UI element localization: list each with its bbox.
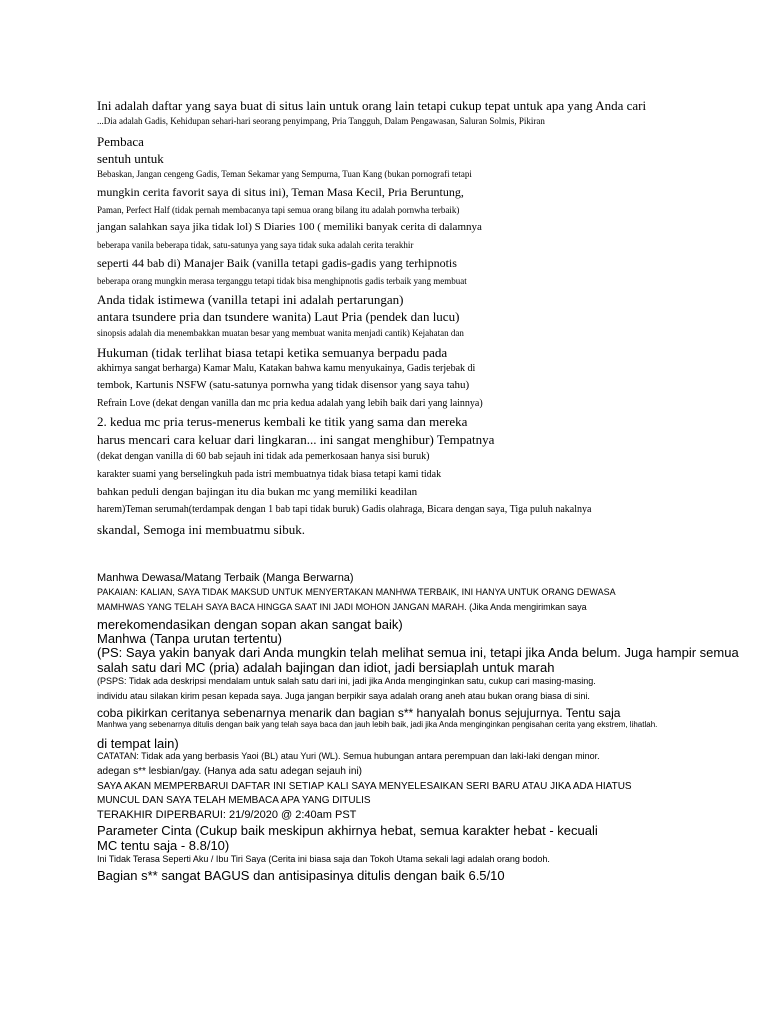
text-line: PAKAIAN: KALIAN, SAYA TIDAK MAKSUD UNTUK MENYERTAKAN MANHWA TERBAIK, INI HANYA UNTUK ORANG DEWASA [97, 587, 616, 597]
text-line: MAMHWAS YANG TELAH SAYA BACA HINGGA SAAT INI JADI MOHON JANGAN MARAH. (Jika Anda mengirimkan saya [97, 602, 587, 612]
text-line: skandal, Semoga ini membuatmu sibuk. [97, 522, 305, 537]
text-line: SAYA AKAN MEMPERBARUI DAFTAR INI SETIAP KALI SAYA MENYELESAIKAN SERI BARU ATAU JIKA ADA HIATUS [97, 781, 632, 792]
text-line: jangan salahkan saya jika tidak lol) S Diaries 100 ( memiliki banyak cerita di dalamnya [97, 221, 482, 233]
text-line: Refrain Love (dekat dengan vanilla dan mc pria kedua adalah yang lebih baik dari yang lainnya) [97, 398, 483, 409]
text-line: salah satu dari MC (pria) adalah bajingan dan idiot, jadi bersiaplah untuk marah [97, 660, 555, 675]
text-line: (dekat dengan vanilla di 60 bab sejauh ini tidak ada pemerkosaan hanya sisi buruk) [97, 451, 430, 462]
text-line: seperti 44 bab di) Manajer Baik (vanilla tetapi gadis-gadis yang terhipnotis [97, 256, 457, 270]
text-line: MUNCUL DAN SAYA TELAH MEMBACA APA YANG DITULIS [97, 795, 371, 806]
text-line: Manhwa (Tanpa urutan tertentu) [97, 631, 282, 646]
text-line: merekomendasikan dengan sopan akan sangat baik) [97, 617, 403, 632]
text-line: sinopsis adalah dia menembakkan muatan besar yang membuat wanita menjadi cantik) Kejahatan dan [97, 328, 464, 338]
text-line: adegan s** lesbian/gay. (Hanya ada satu adegan sejauh ini) [97, 766, 362, 777]
section-heading: Manhwa Dewasa/Matang Terbaik (Manga Berwarna) [97, 572, 354, 584]
text-line: mungkin cerita favorit saya di situs ini), Teman Masa Kecil, Pria Beruntung, [97, 185, 464, 199]
text-line: Pembaca [97, 134, 144, 149]
text-line: coba pikirkan ceritanya sebenarnya menarik dan bagian s** hanyalah bonus sejujurnya. Tentu saja [97, 706, 621, 720]
text-line: MC tentu saja - 8.8/10) [97, 838, 230, 853]
text-line: Manhwa yang sebenarnya ditulis dengan baik yang telah saya baca dan jauh lebih baik, jadi jika Anda menginginkan pengisahan cerita yang ekstrem, lihatlah. [97, 720, 658, 729]
text-line: di tempat lain) [97, 736, 179, 751]
text-line: (PSPS: Tidak ada deskripsi mendalam untuk salah satu dari ini, jadi jika Anda menginginkan satu, cukup cari masing-masing. [97, 676, 596, 686]
text-line: Hukuman (tidak terlihat biasa tetapi ketika semuanya berpadu pada [97, 345, 448, 360]
text-line: Anda tidak istimewa (vanilla tetapi ini adalah pertarungan) [97, 292, 404, 307]
text-line: 2. kedua mc pria terus-menerus kembali ke titik yang sama dan mereka [97, 414, 468, 429]
text-line: (PS: Saya yakin banyak dari Anda mungkin telah melihat semua ini, tetapi jika Anda belum. Juga hampir semua [97, 645, 739, 660]
text-line: akhirnya sangat berharga) Kamar Malu, Katakan bahwa kamu menyukainya, Gadis terjebak di [97, 363, 476, 374]
text-line: tembok, Kartunis NSFW (satu-satunya pornwha yang tidak disensor yang saya tahu) [97, 379, 470, 391]
text-line: antara tsundere pria dan tsundere wanita) Laut Pria (pendek dan lucu) [97, 309, 460, 324]
text-line: bahkan peduli dengan bajingan itu dia bukan mc yang memiliki keadilan [97, 486, 418, 498]
text-line: beberapa vanila beberapa tidak, satu-satunya yang saya tidak suka adalah cerita terakhir [97, 240, 414, 250]
text-line: Ini Tidak Terasa Seperti Aku / Ibu Tiri Saya (Cerita ini biasa saja dan Tokoh Utama sekali lagi adalah orang bodoh. [97, 854, 550, 864]
text-line: Bebaskan, Jangan cengeng Gadis, Teman Sekamar yang Sempurna, Tuan Kang (bukan pornografi tetapi [97, 169, 472, 179]
text-line: beberapa orang mungkin merasa terganggu tetapi tidak bisa menghipnotis gadis terbaik yang membuat [97, 276, 467, 286]
text-line: Ini adalah daftar yang saya buat di situs lain untuk orang lain tetapi cukup tepat untuk apa yang Anda cari [97, 98, 647, 113]
text-line: TERAKHIR DIPERBARUI: 21/9/2020 @ 2:40am PST [97, 809, 357, 821]
text-line: individu atau silakan kirim pesan kepada saya. Juga jangan berpikir saya adalah orang aneh atau bukan orang biasa di sini. [97, 691, 590, 701]
text-line: CATATAN: Tidak ada yang berbasis Yaoi (BL) atau Yuri (WL). Semua hubungan antara perempuan dan laki-laki dengan minor. [97, 751, 600, 761]
text-line: harem)Teman serumah(terdampak dengan 1 bab tapi tidak buruk) Gadis olahraga, Bicara dengan saya, Tiga puluh nakalnya [97, 504, 592, 515]
text-line: harus mencari cara keluar dari lingkaran... ini sangat menghibur) Tempatnya [97, 432, 495, 447]
text-line: Parameter Cinta (Cukup baik meskipun akhirnya hebat, semua karakter hebat - kecuali [97, 823, 598, 838]
text-line: karakter suami yang berselingkuh pada istri membuatnya tidak biasa tetapi kami tidak [97, 469, 442, 480]
text-line: Bagian s** sangat BAGUS dan antisipasinya ditulis dengan baik 6.5/10 [97, 868, 505, 883]
text-line: Paman, Perfect Half (tidak pernah membacanya tapi semua orang bilang itu adalah pornwha terbaik) [97, 205, 460, 215]
text-line: sentuh untuk [97, 151, 164, 166]
text-line: ...Dia adalah Gadis, Kehidupan sehari-hari seorang penyimpang, Pria Tangguh, Dalam Pengawasan, Saluran Solmis, Pikiran [97, 116, 545, 126]
